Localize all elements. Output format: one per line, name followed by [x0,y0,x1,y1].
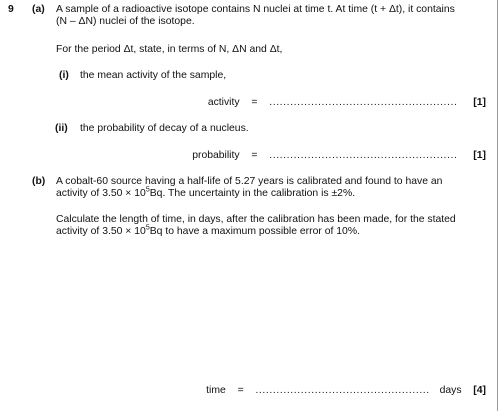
sub-ii-text: the probability of decay of a nucleus. [80,123,249,134]
part-a-intro-line2 [56,16,195,28]
part-b-para2-line2-pre: activity of 3.50 × 10 [56,226,146,237]
sub-i-answer-label: activity [207,97,240,108]
sub-ii-answer-label: probability [192,150,240,161]
part-b-para2-line2-post: Bq to have a maximum possible error of 10%. [149,226,360,237]
sub-i-text: the mean activity of the sample, [80,70,227,81]
sub-ii-answer-field[interactable]: ...................................................... [269,150,458,161]
part-a-instruction-text: For the period Δt, state, in terms of N, ΔN and Δt, [56,44,283,55]
part-b-para1-exponent: 5 [145,186,150,194]
part-b-para1-line1 [56,176,442,188]
part-b-para2-line1 [56,214,456,226]
part-b-marks: [4] [473,385,486,396]
sub-i-label: (i) [59,70,69,81]
part-b-para1-line2-pre: activity of 3.50 × 10 [56,188,146,199]
part-b-label: (b) [32,176,46,187]
part-b-para2-exponent: 5 [145,224,150,232]
sub-i-marks: [1] [473,97,486,108]
part-b-equals: = [237,385,244,396]
part-a-intro-line2-text: (N – ΔN) nuclei of the isotope. [56,16,195,27]
sub-ii-marks: [1] [473,150,486,161]
sub-ii-label: (ii) [55,123,68,134]
sub-ii-answer-line [192,150,486,162]
part-b-para2-line1-text: Calculate the length of time, in days, after the calibration has been made, for the stated [56,214,456,225]
sub-i-answer-line [208,97,486,109]
part-b-answer-line [206,385,486,397]
part-b-para1-line1-text: A cobalt-60 source having a half-life of 5.27 years is calibrated and found to have an [56,176,443,187]
part-a-label: (a) [32,4,45,15]
question-number: 9 [8,4,14,15]
sub-i-answer-field[interactable]: ...................................................... [269,97,458,108]
part-a-instruction [56,44,282,56]
sub-ii-equals: = [251,150,258,161]
part-a-intro-line1-text: A sample of a radioactive isotope contains N nuclei at time t. At time (t + Δt), it contains [56,4,455,15]
sub-i-equals: = [251,97,258,108]
part-b-answer-label: time [206,385,226,396]
part-a-intro-line1 [56,4,490,16]
page-edge [497,0,498,411]
part-b-units: days [439,385,462,396]
part-b-para1-line2 [56,188,355,200]
part-b-para1-line2-post: Bq. The uncertainty in the calibration is ±2%. [149,188,356,199]
part-b-para2-line2 [56,226,360,238]
part-b-answer-field[interactable]: .................................................. [255,385,430,396]
